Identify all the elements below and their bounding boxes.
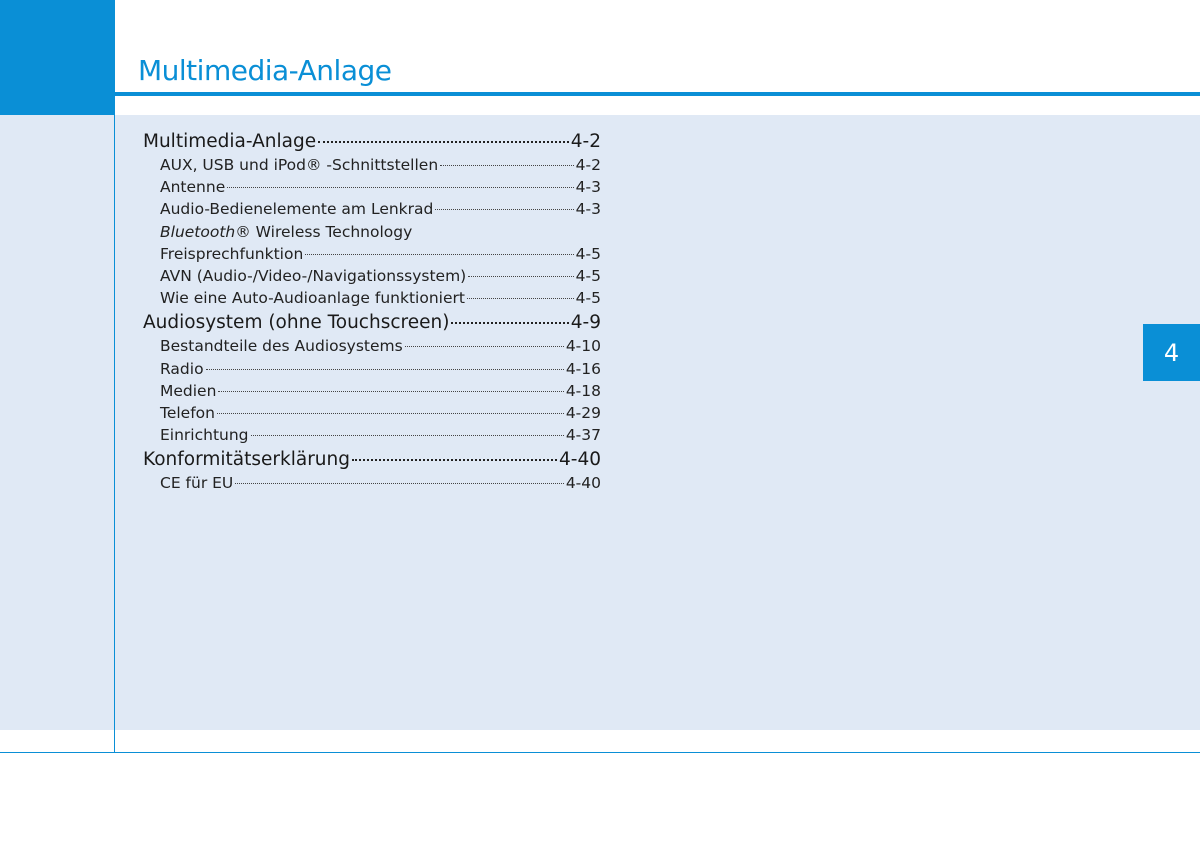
toc-section-konformitaetserklaerung[interactable] xyxy=(143,448,601,472)
toc-entry-bluetooth-line2[interactable] xyxy=(143,243,601,265)
toc-entry-lenkrad[interactable] xyxy=(143,198,601,220)
toc-label: Audio-Bedienelemente am Lenkrad xyxy=(160,200,434,219)
left-margin-rule xyxy=(114,115,115,753)
toc-entry-antenne[interactable] xyxy=(143,176,601,198)
toc-label: Multimedia-Anlage xyxy=(143,131,317,152)
toc-label: CE für EU xyxy=(160,474,234,493)
toc-leader xyxy=(235,483,564,484)
toc-label: Antenne xyxy=(160,178,226,197)
toc-entry-einrichtung[interactable] xyxy=(143,424,601,446)
toc-leader xyxy=(352,459,557,461)
toc-entry-aux-usb-ipod[interactable] xyxy=(143,154,601,176)
toc-page: 4-2 xyxy=(575,156,601,174)
toc-leader xyxy=(218,391,563,392)
toc-label: Medien xyxy=(160,381,217,400)
toc-page: 4-5 xyxy=(575,266,601,285)
toc-label: AVN (Audio-/Video-/Navigationssystem) xyxy=(160,266,467,285)
toc-entry-auto-audioanlage[interactable] xyxy=(143,287,601,309)
toc-entry-radio[interactable] xyxy=(143,358,601,380)
table-of-contents xyxy=(143,128,601,494)
toc-page: 4-40 xyxy=(565,474,601,493)
toc-page: 4-5 xyxy=(575,289,601,308)
toc-leader xyxy=(251,435,564,436)
toc-entry-medien[interactable] xyxy=(143,380,601,402)
bottom-rule xyxy=(0,752,1200,753)
toc-leader xyxy=(451,322,568,324)
toc-leader xyxy=(227,187,573,188)
toc-page: 4-9 xyxy=(570,312,601,334)
toc-entry-telefon[interactable] xyxy=(143,402,601,424)
toc-page: 4-5 xyxy=(575,244,601,263)
toc-section-multimedia-anlage[interactable] xyxy=(143,130,601,154)
toc-leader xyxy=(440,165,574,166)
toc-leader xyxy=(206,369,564,370)
toc-page: 4-3 xyxy=(575,178,601,197)
toc-label: Radio xyxy=(160,359,204,378)
toc-page: 4-37 xyxy=(565,426,601,445)
toc-entry-avn[interactable] xyxy=(143,265,601,287)
toc-page: 4-18 xyxy=(565,381,601,400)
chapter-tab[interactable]: 4 xyxy=(1143,324,1200,381)
toc-label: Wie eine Auto-Audioanlage funktioniert xyxy=(160,289,465,308)
toc-label: Bestandteile des Audiosystems xyxy=(160,337,403,356)
toc-label: Audiosystem (ohne Touchscreen) xyxy=(143,312,450,334)
toc-page: 4-3 xyxy=(575,200,601,219)
toc-page: 4-2 xyxy=(570,131,601,152)
toc-leader xyxy=(217,413,564,414)
toc-label-rest: ® Wireless Technology xyxy=(235,222,413,241)
toc-leader xyxy=(305,254,573,255)
toc-entry-ce-eu[interactable] xyxy=(143,472,601,494)
corner-block xyxy=(0,0,115,115)
toc-leader xyxy=(435,209,573,210)
toc-leader xyxy=(318,141,569,143)
toc-page: 4-16 xyxy=(565,359,601,378)
toc-label: Konformitätserklärung xyxy=(143,449,350,471)
page-title: Multimedia-Anlage xyxy=(138,54,392,87)
toc-label: Telefon xyxy=(160,403,215,422)
toc-label-italic: Bluetooth xyxy=(160,222,236,241)
toc-page: 4-10 xyxy=(565,337,601,356)
toc-leader xyxy=(405,346,564,347)
toc-entry-bestandteile[interactable] xyxy=(143,335,601,357)
toc-label: Freisprechfunktion xyxy=(160,244,304,263)
toc-page: 4-29 xyxy=(565,403,601,422)
toc-page: 4-40 xyxy=(559,449,601,471)
title-underline xyxy=(115,92,1200,96)
toc-entry-bluetooth-line1[interactable] xyxy=(143,221,601,243)
toc-leader xyxy=(468,276,573,277)
toc-label: AUX, USB und iPod® -Schnittstellen xyxy=(160,156,439,174)
toc-section-audiosystem[interactable] xyxy=(143,311,601,335)
toc-label: Einrichtung xyxy=(160,426,249,445)
toc-label xyxy=(160,221,412,243)
toc-leader xyxy=(467,298,574,299)
